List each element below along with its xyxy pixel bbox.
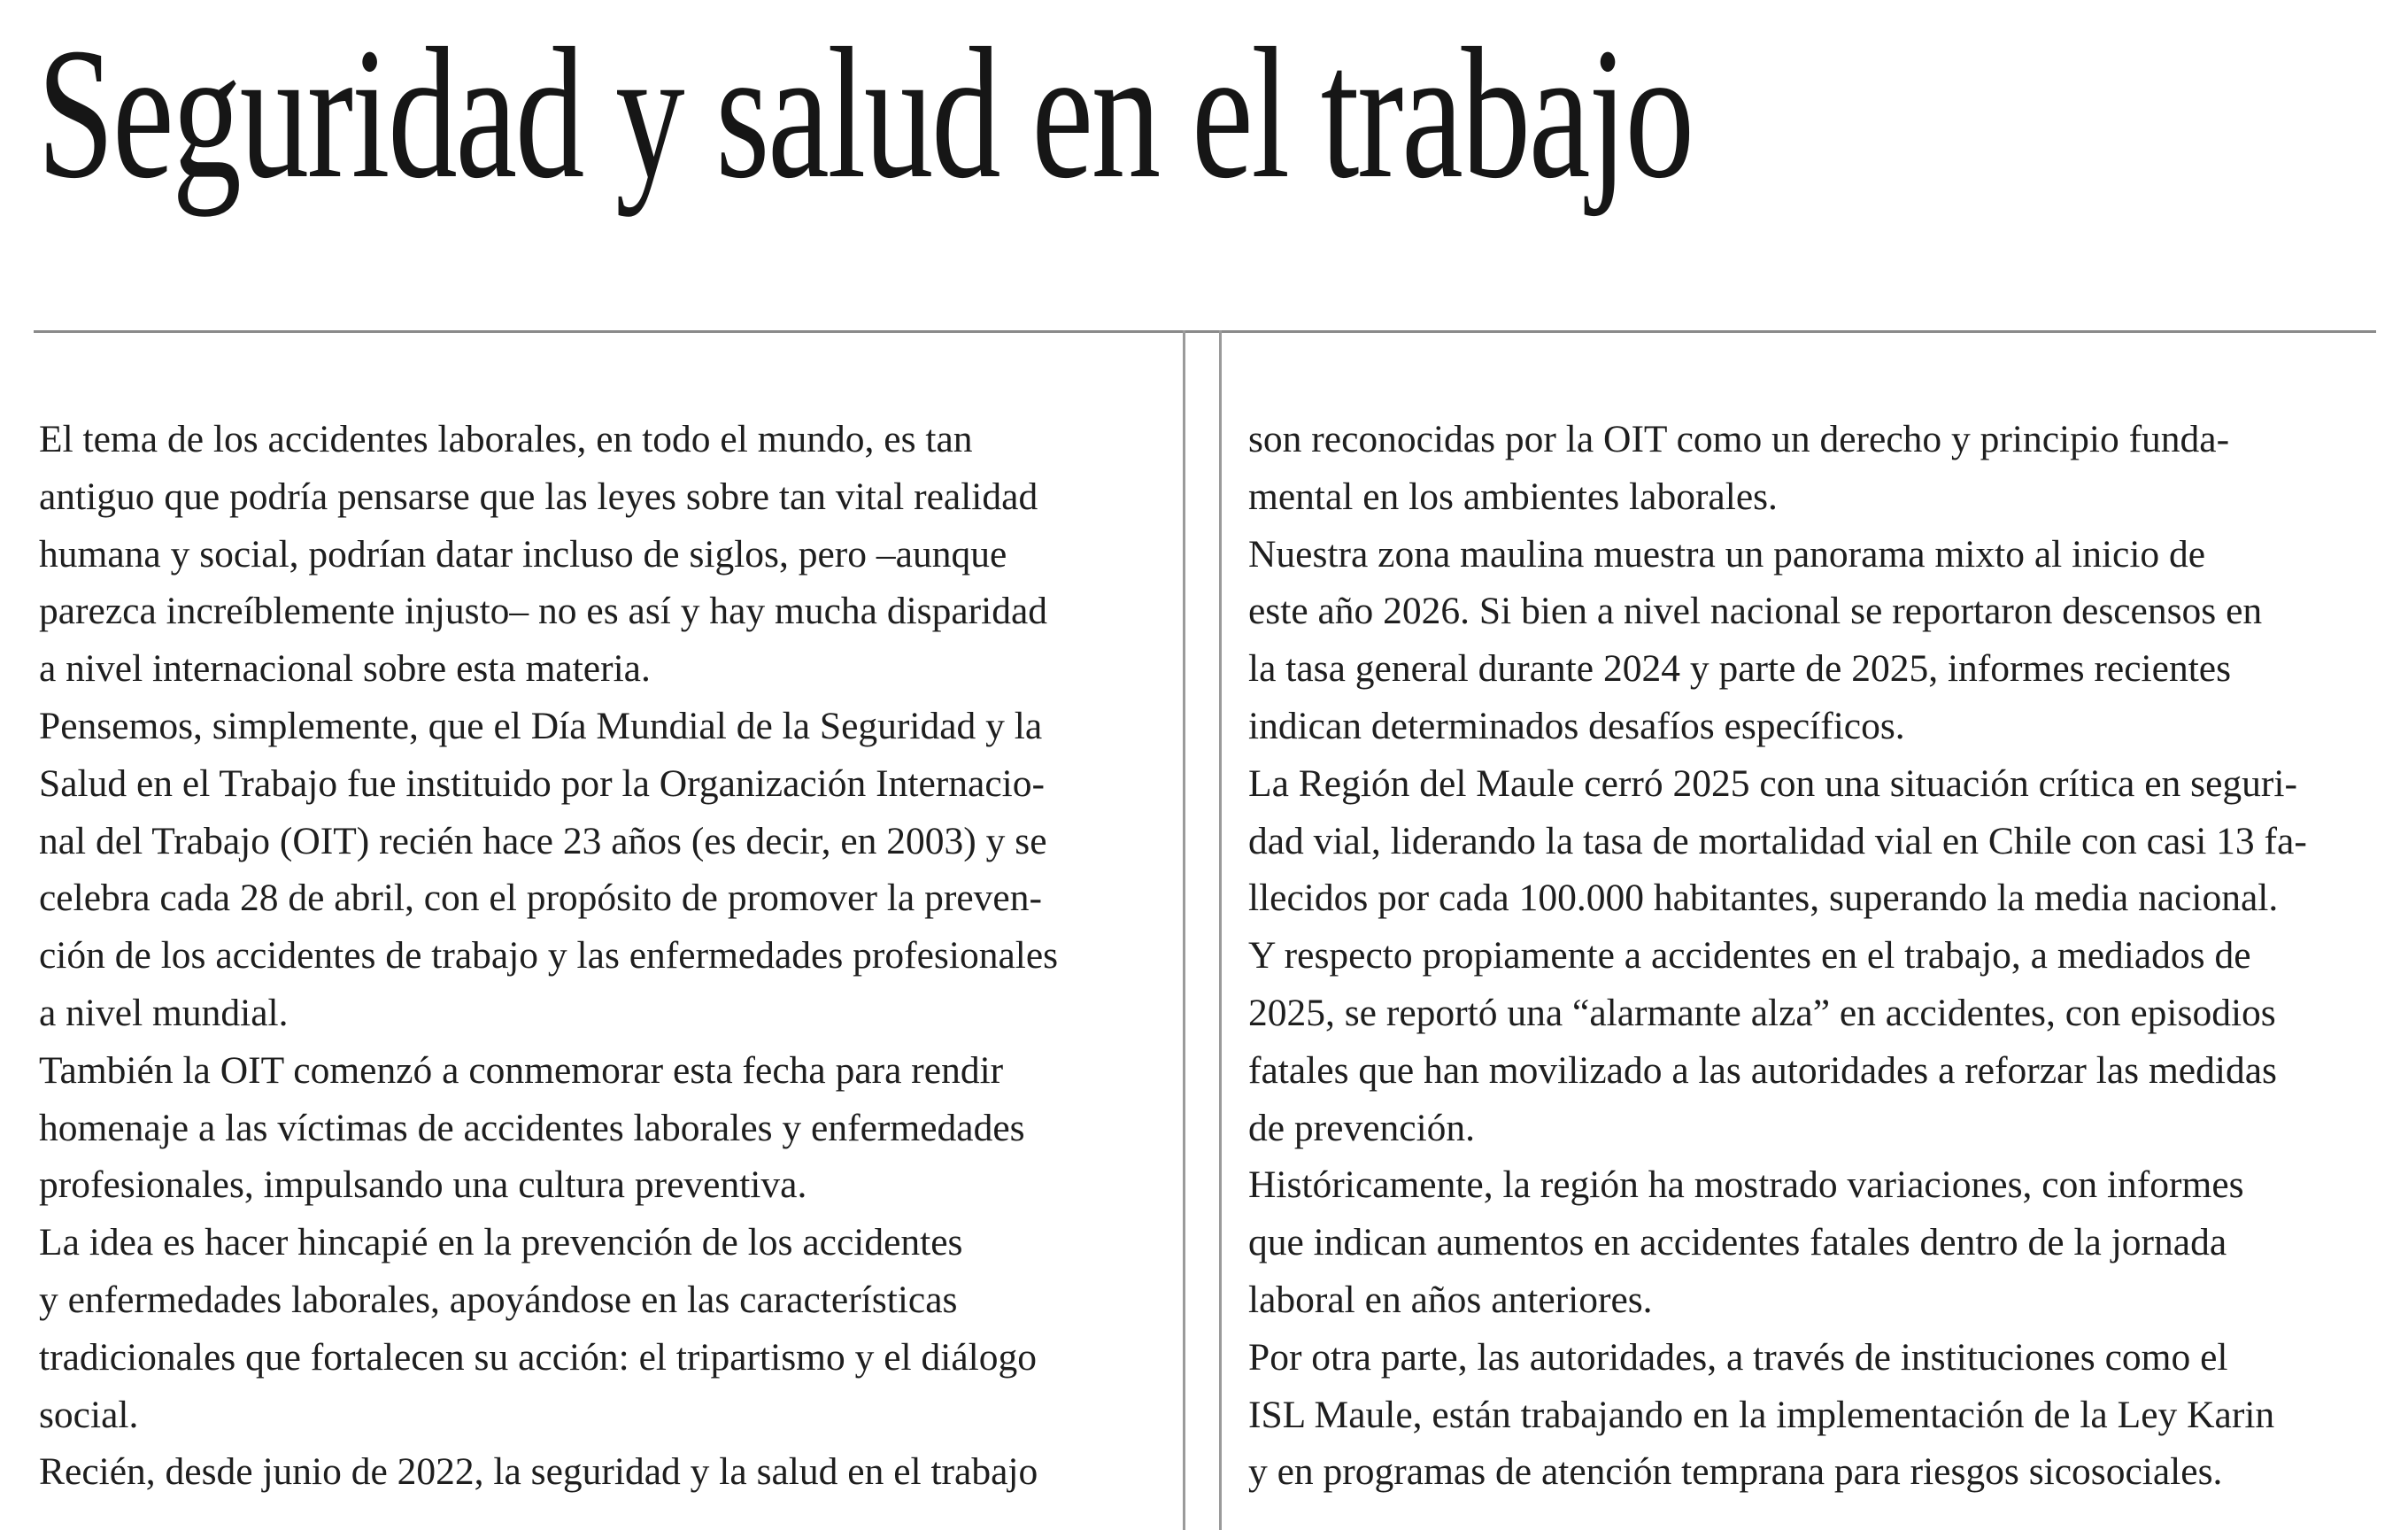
text-line: nal del Trabajo (OIT) recién hace 23 años (es decir, en 2003) y se: [39, 819, 1047, 862]
text-line: y enfermedades laborales, apoyándose en las características: [39, 1278, 958, 1321]
text-line: Pensemos, simplemente, que el Día Mundial de la Seguridad y la: [39, 704, 1043, 747]
text-line: homenaje a las víctimas de accidentes laborales y enfermedades: [39, 1106, 1025, 1149]
column-divider-right-rule: [1219, 330, 1222, 1530]
text-line: La Región del Maule cerró 2025 con una situación crítica en seguri-: [1248, 761, 2297, 805]
text-line: Salud en el Trabajo fue instituido por la Organización Internacio-: [39, 761, 1045, 805]
text-line: de prevención.: [1248, 1106, 1476, 1149]
text-line: También la OIT comenzó a conmemorar esta fecha para rendir: [39, 1048, 1004, 1092]
text-line: a nivel mundial.: [39, 991, 289, 1034]
text-line: indican determinados desafíos específicos.: [1248, 704, 1905, 747]
text-line: social.: [39, 1393, 139, 1436]
text-line: Históricamente, la región ha mostrado variaciones, con informes: [1248, 1163, 2244, 1207]
text-line: Y respecto propiamente a accidentes en el trabajo, a mediados de: [1248, 934, 2251, 978]
text-line: El tema de los accidentes laborales, en todo el mundo, es tan: [39, 418, 973, 460]
text-line: La idea es hacer hincapié en la prevención de los accidentes: [39, 1221, 963, 1264]
text-line: laboral en años anteriores.: [1248, 1278, 1653, 1321]
text-line: fatales que han movilizado a las autoridades a reforzar las medidas: [1248, 1048, 2277, 1092]
text-line: a nivel internacional sobre esta materia.: [39, 647, 651, 691]
text-line: son reconocidas por la OIT como un derecho y principio funda-: [1248, 418, 2230, 460]
text-column-right: [1248, 411, 2307, 1501]
text-line: que indican aumentos en accidentes fatales dentro de la jornada: [1248, 1221, 2227, 1264]
text-line: 2025, se reportó una “alarmante alza” en accidentes, con episodios: [1248, 991, 2276, 1034]
text-line: humana y social, podrían datar incluso de siglos, pero –aunque: [39, 532, 1007, 576]
text-line: tradicionales que fortalecen su acción: el tripartismo y el diálogo: [39, 1335, 1037, 1379]
column-divider-left-rule: [1183, 330, 1185, 1530]
text-line: mental en los ambientes laborales.: [1248, 475, 1778, 518]
text-line: este año 2026. Si bien a nivel nacional se reportaron descensos en: [1248, 590, 2263, 633]
text-line: dad vial, liderando la tasa de mortalidad vial en Chile con casi 13 fa-: [1248, 819, 2307, 862]
text-line: ISL Maule, están trabajando en la implementación de la Ley Karin: [1248, 1393, 2275, 1436]
text-line: Por otra parte, las autoridades, a través de instituciones como el: [1248, 1335, 2228, 1379]
text-line: Nuestra zona maulina muestra un panorama mixto al inicio de: [1248, 532, 2206, 576]
text-line: Recién, desde junio de 2022, la seguridad y la salud en el trabajo: [39, 1450, 1038, 1494]
text-line: profesionales, impulsando una cultura preventiva.: [39, 1163, 807, 1207]
text-column-left: [39, 411, 1058, 1501]
text-line: parezca increíblemente injusto– no es así y hay mucha disparidad: [39, 590, 1048, 633]
text-line: llecidos por cada 100.000 habitantes, superando la media nacional.: [1248, 877, 2279, 920]
text-line: la tasa general durante 2024 y parte de 2025, informes recientes: [1248, 647, 2232, 691]
headline-divider: [34, 330, 2376, 333]
text-line: y en programas de atención temprana para riesgos sicosociales.: [1248, 1450, 2223, 1494]
headline: Seguridad y salud en el trabajo: [37, 9, 1693, 217]
text-line: antiguo que podría pensarse que las leyes sobre tan vital realidad: [39, 475, 1038, 518]
text-line: ción de los accidentes de trabajo y las enfermedades profesionales: [39, 934, 1059, 978]
text-line: celebra cada 28 de abril, con el propósito de promover la preven-: [39, 877, 1042, 920]
